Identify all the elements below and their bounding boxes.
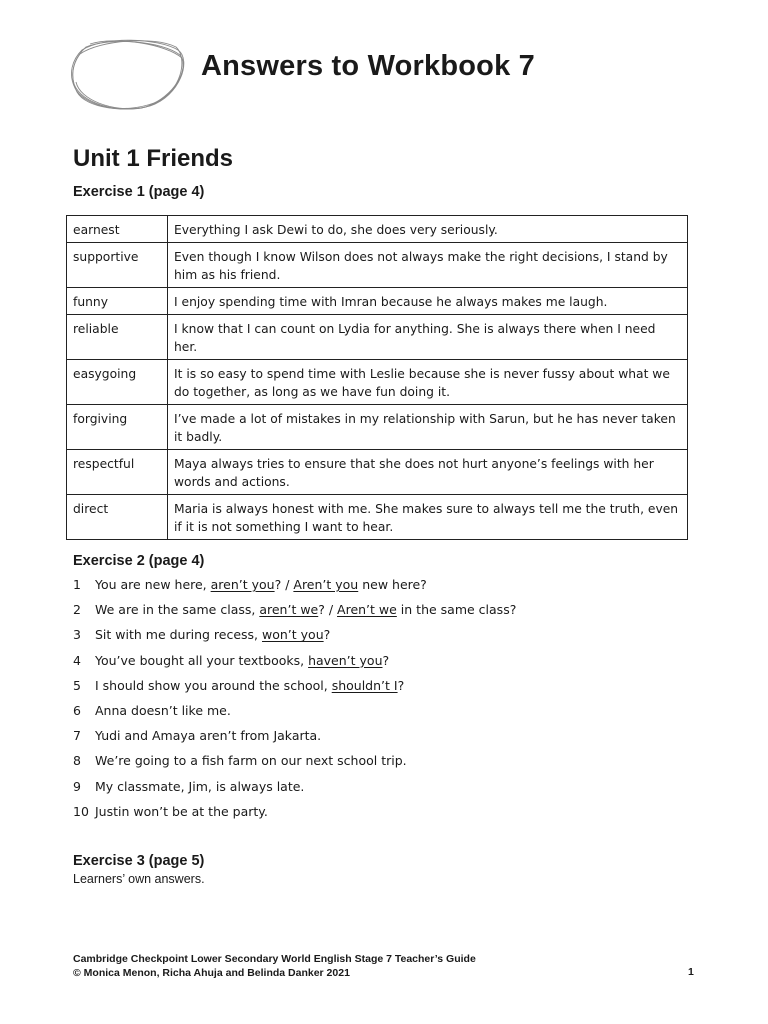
- sentence-text: You’ve bought all your textbooks,: [95, 652, 309, 668]
- table-row: [67, 495, 688, 540]
- sentence-text: ? /: [318, 602, 338, 618]
- footer-credits: [73, 952, 476, 980]
- vocab-word: respectful: [67, 450, 168, 495]
- sentence-text: Yudi and Amaya aren’t from Jakarta.: [95, 728, 322, 744]
- sentence-text: We’re going to a fish farm on our next school trip.: [95, 753, 407, 769]
- page-number: 1: [688, 966, 694, 978]
- vocab-word: forgiving: [67, 405, 168, 450]
- sentence-text: Justin won’t be at the party.: [95, 803, 268, 819]
- table-row: [67, 360, 688, 405]
- vocab-sentence: I know that I can count on Lydia for anything. She is always there when I need her.: [168, 315, 688, 360]
- item-number: 3: [73, 627, 81, 643]
- sentence-text: Anna doesn’t like me.: [95, 702, 231, 718]
- sentence-text: ?: [382, 652, 390, 668]
- sentence-text: We are in the same class,: [95, 602, 260, 618]
- answer-text: haven’t you: [308, 652, 383, 668]
- item-number: 9: [73, 778, 81, 794]
- answer-text: won’t you: [262, 627, 324, 643]
- scribble-circle-icon: [66, 34, 186, 112]
- answer-text: Aren’t we: [337, 602, 397, 618]
- vocab-sentence: Everything I ask Dewi to do, she does very seriously.: [168, 216, 688, 243]
- list-item: [73, 678, 516, 703]
- answer-text: aren’t we: [259, 602, 319, 618]
- vocab-sentence: Maya always tries to ensure that she does not hurt anyone’s feelings with her words and actions.: [168, 450, 688, 495]
- sentence-text: ? /: [274, 577, 294, 592]
- vocab-word: earnest: [67, 216, 168, 243]
- list-item: [73, 627, 516, 652]
- sentence-text: ?: [397, 677, 405, 693]
- list-item: [73, 703, 516, 728]
- vocab-word: easygoing: [67, 360, 168, 405]
- table-row: [67, 405, 688, 450]
- exercise-3-heading: Exercise 3 (page 5): [73, 853, 205, 869]
- exercise-1-heading: Exercise 1 (page 4): [73, 184, 205, 200]
- item-number: 5: [73, 677, 81, 693]
- sentence-text: new here?: [358, 577, 427, 592]
- list-item: [73, 804, 516, 829]
- item-number: 2: [73, 602, 81, 618]
- table-row: [67, 216, 688, 243]
- list-item: [73, 728, 516, 753]
- footer-book-title: Cambridge Checkpoint Lower Secondary World English Stage 7 Teacher’s Guide: [73, 953, 476, 965]
- answer-text: Aren’t you: [293, 577, 359, 592]
- page-title: Answers to Workbook 7: [201, 50, 536, 82]
- vocab-sentence: It is so easy to spend time with Leslie because she is never fussy about what we do together, as long as we have fun doing it.: [168, 360, 688, 405]
- vocab-sentence: I’ve made a lot of mistakes in my relationship with Sarun, but he has never taken it badly.: [168, 405, 688, 450]
- exercise-3-text: Learners’ own answers.: [73, 872, 205, 886]
- vocab-word: funny: [67, 288, 168, 315]
- list-item: [73, 602, 516, 627]
- vocab-sentence: Even though I know Wilson does not always make the right decisions, I stand by him as his friend.: [168, 243, 688, 288]
- item-number: 4: [73, 652, 81, 668]
- table-row: [67, 288, 688, 315]
- answer-text: aren’t you: [210, 577, 275, 592]
- unit-title: Unit 1 Friends: [73, 145, 234, 172]
- exercise-2-heading: Exercise 2 (page 4): [73, 553, 205, 569]
- vocab-sentence: I enjoy spending time with Imran because he always makes me laugh.: [168, 288, 688, 315]
- table-row: [67, 450, 688, 495]
- exercise-2-list: [73, 577, 516, 829]
- sentence-text: Sit with me during recess,: [95, 627, 263, 643]
- item-number: 6: [73, 702, 81, 718]
- list-item: [73, 653, 516, 678]
- sentence-text: I should show you around the school,: [95, 677, 332, 693]
- item-number: 7: [73, 728, 81, 744]
- list-item: [73, 753, 516, 778]
- vocab-word: reliable: [67, 315, 168, 360]
- item-number: 8: [73, 753, 81, 769]
- vocab-sentence: Maria is always honest with me. She makes sure to always tell me the truth, even if it is not something I want to hear.: [168, 495, 688, 540]
- sentence-text: ?: [323, 627, 331, 643]
- sentence-text: You are new here,: [95, 577, 211, 592]
- table-row: [67, 315, 688, 360]
- vocabulary-table: [66, 215, 688, 540]
- list-item: [73, 577, 516, 602]
- sentence-text: My classmate, Jim, is always late.: [95, 778, 305, 794]
- vocab-word: direct: [67, 495, 168, 540]
- item-number: 1: [73, 577, 81, 592]
- answer-text: shouldn’t I: [331, 677, 398, 693]
- item-number: 10: [73, 803, 89, 819]
- list-item: [73, 779, 516, 804]
- table-row: [67, 243, 688, 288]
- sentence-text: in the same class?: [396, 602, 517, 618]
- vocab-word: supportive: [67, 243, 168, 288]
- footer-copyright: © Monica Menon, Richa Ahuja and Belinda Danker 2021: [73, 967, 350, 979]
